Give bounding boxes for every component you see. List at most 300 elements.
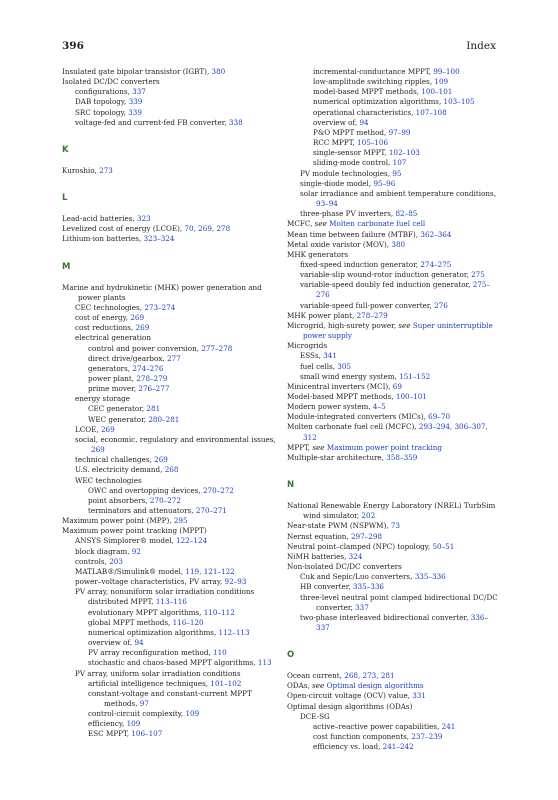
page-reference-link[interactable]: 269 bbox=[91, 445, 105, 455]
page-reference-link[interactable]: 70, 269, 278 bbox=[184, 224, 231, 234]
page-reference-link[interactable]: 4–5 bbox=[372, 402, 386, 412]
index-term: terminators and attenuators, bbox=[88, 506, 196, 515]
index-entry bbox=[287, 392, 499, 402]
index-term: electrical generation bbox=[75, 333, 151, 343]
page-reference-link[interactable]: 335–336 bbox=[414, 572, 446, 582]
index-term: technical challenges, bbox=[75, 455, 155, 465]
index-term: variable-slip wound-rotor induction generator, bbox=[300, 270, 472, 280]
index-term: efficiency, bbox=[88, 719, 127, 729]
index-entry bbox=[62, 333, 276, 343]
index-term: MCFC, bbox=[287, 219, 315, 229]
index-term: Open-circuit voltage (OCV) value, bbox=[287, 691, 413, 701]
index-entry bbox=[62, 536, 276, 546]
index-entry bbox=[287, 412, 499, 422]
index-term: cost of energy, bbox=[75, 313, 131, 323]
index-term: variable-speed doubly fed induction generator, bbox=[300, 280, 473, 290]
index-entry bbox=[62, 108, 276, 118]
page-reference-link[interactable]: 295 bbox=[173, 516, 188, 526]
index-term: CEC technologies, bbox=[75, 302, 145, 312]
index-entry bbox=[62, 87, 276, 97]
index-entry bbox=[287, 128, 499, 138]
page-reference-link[interactable]: 97 bbox=[139, 698, 149, 708]
index-entry bbox=[62, 465, 276, 475]
page-reference-link[interactable]: 380 bbox=[211, 67, 226, 76]
page-reference-link[interactable]: 241 bbox=[441, 721, 456, 731]
page-reference-link[interactable]: 337 bbox=[355, 602, 369, 612]
index-entry bbox=[287, 97, 499, 107]
page-reference-link[interactable]: 276–277 bbox=[138, 384, 170, 394]
index-entry bbox=[62, 577, 276, 587]
page-reference-link[interactable]: 203 bbox=[109, 556, 123, 566]
index-term: overview of, bbox=[88, 638, 135, 648]
index-entry bbox=[287, 351, 499, 361]
index-letter-heading: M bbox=[62, 261, 71, 272]
page-reference-link[interactable]: 278–279 bbox=[356, 310, 388, 320]
page-reference-link[interactable]: 338 bbox=[228, 117, 243, 127]
index-entry bbox=[287, 77, 499, 87]
index-entry bbox=[62, 118, 276, 128]
index-term: ANSYS Simplorer® model, bbox=[75, 536, 177, 546]
page-reference-link[interactable]: 297–298 bbox=[350, 531, 382, 541]
index-entry bbox=[287, 189, 499, 209]
index-entry bbox=[287, 582, 499, 592]
index-term: Microgrid, high-surety power, bbox=[287, 320, 399, 330]
index-entry bbox=[62, 404, 276, 414]
index-entry bbox=[62, 283, 276, 303]
index-term: Modern power system, bbox=[287, 402, 373, 412]
index-term: PV array, nonuniform solar irradiation conditions bbox=[75, 587, 255, 597]
index-entry bbox=[62, 597, 276, 607]
index-entry bbox=[62, 374, 276, 384]
index-entry bbox=[287, 542, 499, 552]
page-reference-link[interactable]: 335–336 bbox=[352, 582, 384, 592]
index-term: cost reductions, bbox=[75, 323, 136, 333]
page-reference-link[interactable]: 202 bbox=[361, 511, 376, 521]
index-entry bbox=[62, 214, 276, 224]
cross-reference-link[interactable]: Maximum power point tracking bbox=[326, 442, 442, 452]
cross-reference-link[interactable]: Super uninterruptible power supply bbox=[303, 320, 493, 341]
index-entry bbox=[287, 301, 499, 311]
index-term: PV array reconfiguration method, bbox=[88, 648, 214, 658]
page-reference-link[interactable]: 93–94 bbox=[316, 199, 338, 209]
index-term: Near-state PWM (NSPWM), bbox=[287, 521, 391, 531]
page-reference-link[interactable]: 112–113 bbox=[218, 627, 250, 637]
index-entry bbox=[287, 501, 499, 521]
index-entry bbox=[62, 557, 276, 567]
page-reference-link[interactable]: 270–272 bbox=[149, 495, 181, 505]
page-reference-link[interactable]: 100–101 bbox=[421, 87, 453, 97]
index-term: Levelized cost of energy (LCOE), bbox=[62, 224, 185, 234]
index-term: point absorbers, bbox=[88, 495, 150, 505]
page-reference-link[interactable]: 94 bbox=[359, 117, 369, 127]
page-reference-link[interactable]: 269 bbox=[154, 455, 168, 465]
page-reference-link[interactable]: 99–100 bbox=[433, 67, 460, 76]
page-reference-link[interactable]: 269 bbox=[135, 323, 150, 333]
index-entry bbox=[287, 443, 499, 453]
index-term: Kuroshio, bbox=[62, 165, 100, 175]
index-entry bbox=[62, 516, 276, 526]
index-term: MHK generators bbox=[287, 249, 349, 259]
index-term: model-based MPPT methods, bbox=[313, 87, 422, 97]
index-entry bbox=[287, 179, 499, 189]
index-entry bbox=[287, 372, 499, 382]
index-term: Insulated gate bipolar transistor (IGBT), bbox=[62, 67, 212, 76]
index-entry bbox=[62, 648, 276, 658]
page-reference-link[interactable]: 107–108 bbox=[415, 107, 447, 117]
cross-reference-link[interactable]: Molten carbonate fuel cell bbox=[329, 219, 426, 229]
index-entry bbox=[62, 77, 276, 87]
page-reference-link[interactable]: 275 bbox=[471, 270, 485, 280]
index-entry bbox=[287, 453, 499, 463]
index-term: ESSs, bbox=[300, 351, 324, 361]
index-term: configurations, bbox=[75, 87, 133, 97]
page-reference-link[interactable]: 109 bbox=[126, 719, 141, 729]
page-reference-link[interactable]: 323–324 bbox=[143, 234, 175, 244]
index-entry bbox=[287, 742, 499, 752]
running-head: Index bbox=[466, 40, 496, 52]
index-term: Metal oxide varistor (MOV), bbox=[287, 239, 392, 249]
index-entry bbox=[62, 394, 276, 404]
page-reference-link[interactable]: 69 bbox=[392, 381, 402, 391]
index-term: Model-based MPPT methods, bbox=[287, 392, 396, 401]
index-entry bbox=[287, 209, 499, 219]
index-term: prime mover, bbox=[88, 384, 139, 394]
index-term: incremental-conductance MPPT, bbox=[313, 67, 434, 76]
page-reference-link[interactable]: 269 bbox=[100, 424, 115, 434]
index-term: fuel cells, bbox=[300, 361, 338, 371]
index-term: Microgrids bbox=[287, 341, 328, 351]
index-term: two-phase interleaved bidirectional converter, bbox=[300, 612, 471, 622]
index-entry bbox=[287, 572, 499, 582]
index-term: ESC MPPT, bbox=[88, 729, 132, 739]
index-entry bbox=[287, 169, 499, 179]
page-reference-link[interactable]: 113 bbox=[257, 658, 272, 668]
index-entry bbox=[62, 166, 276, 176]
index-term: control-circuit complexity, bbox=[88, 709, 186, 719]
see-reference: see bbox=[398, 320, 411, 330]
index-entry bbox=[62, 224, 276, 234]
index-term: MATLAB®/Simulink® model, bbox=[75, 566, 186, 576]
index-term: solar irradiance and ambient temperature conditions, bbox=[300, 188, 497, 198]
index-term: MPPT, bbox=[287, 442, 313, 452]
page-reference-link[interactable]: 119, 121–122 bbox=[185, 566, 235, 576]
index-entry bbox=[287, 613, 499, 633]
index-term: controls, bbox=[75, 556, 110, 566]
page-reference-link[interactable]: 293–294, 306–307, 312 bbox=[303, 422, 488, 442]
index-entry bbox=[62, 97, 276, 107]
index-entry bbox=[62, 689, 276, 709]
index-entry bbox=[62, 547, 276, 557]
index-term: Molten carbonate fuel cell (MCFC), bbox=[287, 422, 419, 432]
page-reference-link[interactable]: 274–276 bbox=[132, 363, 164, 373]
page-reference-link[interactable]: 109 bbox=[434, 77, 449, 87]
page-reference-link[interactable]: 241–242 bbox=[382, 742, 414, 752]
index-entry bbox=[287, 108, 499, 118]
page-reference-link[interactable]: 100–101 bbox=[395, 392, 427, 401]
index-entry bbox=[287, 270, 499, 280]
page-reference-link[interactable]: 270–272 bbox=[202, 485, 234, 495]
index-letter-heading: N bbox=[287, 480, 295, 491]
index-term: numerical optimization algorithms, bbox=[313, 97, 444, 107]
page-number: 396 bbox=[62, 40, 84, 52]
page-reference-link[interactable]: 92–93 bbox=[224, 577, 247, 587]
page-reference-link[interactable]: 274–275 bbox=[420, 259, 452, 269]
page-reference-link[interactable]: 277 bbox=[167, 353, 181, 363]
index-entry bbox=[287, 362, 499, 372]
index-term: Isolated DC/DC converters bbox=[62, 77, 160, 87]
index-term: Nernst equation, bbox=[287, 531, 351, 541]
index-entry bbox=[287, 148, 499, 158]
index-term: Multiple-star architecture, bbox=[287, 452, 387, 462]
index-term: social, economic, regulatory and environmental issues, bbox=[75, 434, 276, 444]
page-reference-link[interactable]: 341 bbox=[323, 351, 337, 361]
index-entry bbox=[287, 671, 499, 681]
index-term: single-diode model, bbox=[300, 178, 374, 188]
index-entry bbox=[287, 321, 499, 341]
page-reference-link[interactable]: 331 bbox=[412, 691, 426, 701]
index-term: artificial intelligence techniques, bbox=[88, 678, 211, 688]
cross-reference-link[interactable]: Optimal design algorithms bbox=[326, 681, 424, 691]
page-reference-link[interactable]: 269 bbox=[130, 313, 145, 323]
page-reference-link[interactable]: 281 bbox=[146, 404, 161, 414]
page-reference-link[interactable]: 94 bbox=[134, 638, 144, 648]
index-entry bbox=[62, 425, 276, 435]
see-reference: see bbox=[314, 219, 327, 229]
index-entry bbox=[62, 476, 276, 486]
page-reference-link[interactable]: 69–70 bbox=[428, 412, 451, 422]
index-term: voltage-fed and current-fed FB converter, bbox=[75, 117, 229, 127]
index-entry bbox=[62, 608, 276, 618]
index-term: HB converter, bbox=[300, 582, 353, 592]
index-term: operational characteristics, bbox=[313, 107, 416, 117]
page-reference-link[interactable]: 110–112 bbox=[203, 607, 235, 617]
index-term: Maximum power point (MPP), bbox=[62, 516, 174, 526]
index-term: constant-voltage and constant-current MPPT methods, bbox=[88, 688, 252, 708]
index-entry bbox=[287, 341, 499, 351]
page-reference-link[interactable]: 73 bbox=[390, 521, 400, 531]
page-reference-link[interactable]: 105–106 bbox=[357, 138, 389, 148]
page-reference-link[interactable]: 324 bbox=[348, 551, 363, 561]
page-reference-link[interactable]: 273 bbox=[99, 165, 113, 175]
page-reference-link[interactable]: 305 bbox=[337, 361, 351, 371]
index-term: OWC and overtopping devices, bbox=[88, 485, 203, 495]
index-term: Module-integrated converters (MICs), bbox=[287, 412, 429, 422]
index-term: Optimal design algorithms (ODAs) bbox=[287, 701, 413, 711]
index-entry bbox=[62, 628, 276, 638]
index-term: direct drive/gearbox, bbox=[88, 353, 167, 363]
index-entry bbox=[62, 658, 276, 668]
index-entry bbox=[287, 552, 499, 562]
index-term: energy storage bbox=[75, 394, 130, 404]
index-entry bbox=[62, 303, 276, 313]
page-reference-link[interactable]: 102–103 bbox=[388, 148, 420, 158]
index-term: control and power conversion, bbox=[88, 343, 202, 353]
index-term: fixed-speed induction generator, bbox=[300, 259, 421, 269]
index-entry bbox=[62, 719, 276, 729]
index-term: DCE-SG bbox=[300, 711, 330, 721]
index-term: evolutionary MPPT algorithms, bbox=[88, 607, 204, 617]
index-entry bbox=[62, 709, 276, 719]
index-term: Neutral point–clamped (NPC) topology, bbox=[287, 541, 433, 551]
index-term: Cuk and Sepic/Luo converters, bbox=[300, 572, 415, 582]
index-term: three-level neutral point clamped bidirectional DC/DC converter, bbox=[300, 592, 498, 612]
index-entry bbox=[287, 593, 499, 613]
page-reference-link[interactable]: 275–276 bbox=[316, 280, 491, 300]
page-reference-link[interactable]: 323 bbox=[137, 214, 151, 224]
index-term: LCOE, bbox=[75, 424, 101, 434]
page-reference-link[interactable]: 270–271 bbox=[195, 506, 227, 515]
page-reference-link[interactable]: 337 bbox=[132, 87, 146, 97]
page-reference-link[interactable]: 110 bbox=[213, 648, 227, 658]
index-term: Ocean current, bbox=[287, 671, 345, 681]
page-reference-link[interactable]: 103–105 bbox=[443, 97, 475, 107]
index-term: Minicentral inverters (MCI), bbox=[287, 381, 393, 391]
index-term: P&O MPPT method, bbox=[313, 127, 389, 137]
index-entry bbox=[287, 118, 499, 128]
index-term: active–reactive power capabilities, bbox=[313, 721, 442, 731]
index-term: DAB topology, bbox=[75, 97, 129, 107]
index-entry bbox=[62, 67, 276, 77]
index-entry bbox=[62, 354, 276, 364]
index-term: Lead-acid batteries, bbox=[62, 214, 137, 224]
index-term: overview of, bbox=[313, 117, 360, 127]
index-entry bbox=[287, 712, 499, 722]
index-entry bbox=[287, 230, 499, 240]
index-term: PV module technologies, bbox=[300, 168, 393, 178]
index-letter-heading: L bbox=[62, 193, 68, 204]
page-reference-link[interactable]: 278–279 bbox=[136, 373, 168, 383]
page-reference-link[interactable]: 113–116 bbox=[155, 597, 187, 607]
index-term: Non-isolated DC/DC converters bbox=[287, 562, 402, 572]
index-term: National Renewable Energy Laboratory (NREL) TurbSim wind simulator, bbox=[287, 501, 496, 521]
page-reference-link[interactable]: 151–152 bbox=[399, 371, 431, 381]
index-term: CEC generator, bbox=[88, 404, 147, 414]
index-term: PV array, uniform solar irradiation conditions bbox=[75, 668, 241, 678]
page-reference-link[interactable]: 268 bbox=[164, 465, 179, 475]
index-term: RCC MPPT, bbox=[313, 138, 358, 148]
index-term: WEC technologies bbox=[75, 475, 142, 485]
page-reference-link[interactable]: 116–120 bbox=[172, 617, 204, 627]
index-term: Maximum power point tracking (MPPT) bbox=[62, 526, 207, 536]
index-term: U.S. electricity demand, bbox=[75, 465, 165, 475]
page-reference-link[interactable]: 380 bbox=[391, 239, 406, 249]
index-entry bbox=[62, 435, 276, 455]
index-entry bbox=[62, 587, 276, 597]
page-reference-link[interactable]: 237–239 bbox=[411, 732, 443, 742]
index-term: WEC generator, bbox=[88, 414, 149, 424]
index-term: Lithium-ion batteries, bbox=[62, 234, 144, 244]
index-term: low-amplitude switching ripples, bbox=[313, 77, 435, 87]
index-entry bbox=[287, 681, 499, 691]
index-term: generators, bbox=[88, 363, 133, 373]
index-entry bbox=[62, 638, 276, 648]
index-entry bbox=[287, 87, 499, 97]
see-reference: see bbox=[312, 681, 325, 691]
index-term: Marine and hydrokinetic (MHK) power generation and power plants bbox=[62, 282, 262, 302]
page-reference-link[interactable]: 362–364 bbox=[420, 229, 452, 239]
index-entry bbox=[287, 240, 499, 250]
index-term: numerical optimization algorithms, bbox=[88, 627, 219, 637]
index-entry bbox=[287, 722, 499, 732]
index-entry bbox=[62, 567, 276, 577]
index-term: SRC topology, bbox=[75, 107, 129, 117]
page-reference-link[interactable]: 122–124 bbox=[176, 536, 208, 546]
page-reference-link[interactable]: 339 bbox=[128, 97, 143, 107]
index-entry bbox=[287, 402, 499, 412]
index-term: power plant, bbox=[88, 373, 137, 383]
see-reference: see bbox=[312, 442, 325, 452]
page-reference-link[interactable]: 277–278 bbox=[201, 343, 233, 353]
page-reference-link[interactable]: 95 bbox=[392, 168, 402, 178]
index-entry bbox=[62, 618, 276, 628]
index-entry bbox=[62, 364, 276, 374]
index-entry bbox=[287, 702, 499, 712]
index-term: single-sensor MPPT, bbox=[313, 148, 389, 158]
page-reference-link[interactable]: 276 bbox=[434, 300, 448, 310]
index-term: cost function components, bbox=[313, 732, 412, 742]
index-term: power–voltage characteristics, PV array, bbox=[75, 577, 225, 587]
index-entry bbox=[287, 250, 499, 260]
page-reference-link[interactable]: 336–337 bbox=[316, 612, 489, 632]
index-entry bbox=[287, 532, 499, 542]
index-term: MHK power plant, bbox=[287, 310, 357, 320]
index-entry bbox=[62, 415, 276, 425]
index-entry bbox=[62, 455, 276, 465]
index-entry bbox=[287, 260, 499, 270]
page-reference-link[interactable]: 280–281 bbox=[148, 414, 180, 424]
index-entry bbox=[287, 562, 499, 572]
index-letter-heading: K bbox=[62, 144, 69, 155]
index-entry bbox=[62, 384, 276, 394]
index-term: global MPPT methods, bbox=[88, 617, 173, 627]
index-term: stochastic and chaos-based MPPT algorithms, bbox=[88, 658, 258, 668]
index-entry bbox=[287, 732, 499, 742]
index-entry bbox=[287, 138, 499, 148]
index-entry bbox=[287, 521, 499, 531]
page-header bbox=[62, 40, 496, 54]
page-reference-link[interactable]: 92 bbox=[131, 546, 141, 556]
index-term: efficiency vs. load, bbox=[313, 742, 383, 752]
page-reference-link[interactable]: 50–51 bbox=[432, 541, 455, 551]
page-reference-link[interactable]: 273–274 bbox=[144, 302, 176, 312]
page-reference-link[interactable]: 358–359 bbox=[386, 452, 418, 462]
page-reference-link[interactable]: 339 bbox=[128, 107, 142, 117]
index-entry bbox=[62, 526, 276, 536]
page-reference-link[interactable]: 106–107 bbox=[131, 729, 163, 739]
index-entry bbox=[62, 506, 276, 516]
page-reference-link[interactable]: 109 bbox=[185, 709, 200, 719]
index-entry bbox=[62, 669, 276, 679]
page-reference-link[interactable]: 101–102 bbox=[210, 678, 242, 688]
index-letter-heading: O bbox=[287, 650, 295, 661]
page-reference-link[interactable]: 82–85 bbox=[395, 209, 418, 219]
index-term: Mean time between failure (MTBF), bbox=[287, 229, 421, 239]
index-entry bbox=[62, 313, 276, 323]
index-term: distributed MPPT, bbox=[88, 597, 156, 607]
page-reference-link[interactable]: 95–96 bbox=[373, 178, 396, 188]
index-column-right bbox=[287, 67, 499, 752]
index-term: ODAs, bbox=[287, 681, 313, 691]
page-reference-link[interactable]: 97–99 bbox=[388, 127, 411, 137]
index-term: NiMH batteries, bbox=[287, 551, 349, 561]
page-reference-link[interactable]: 268, 273, 281 bbox=[344, 671, 395, 681]
index-term: small wind energy system, bbox=[300, 371, 400, 381]
page-reference-link[interactable]: 107 bbox=[392, 158, 407, 168]
index-entry bbox=[62, 323, 276, 333]
index-column-left bbox=[62, 67, 276, 740]
index-entry bbox=[287, 691, 499, 701]
index-entry bbox=[62, 344, 276, 354]
